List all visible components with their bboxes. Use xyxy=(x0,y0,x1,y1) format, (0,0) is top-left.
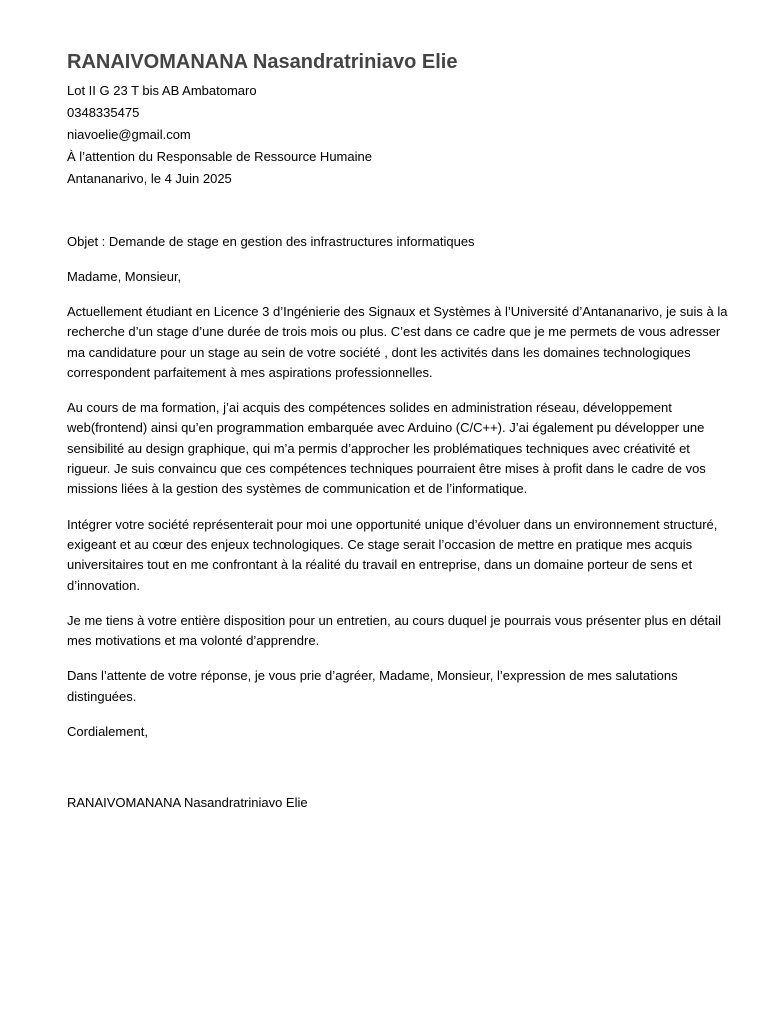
signature: RANAIVOMANANA Nasandratriniavo Elie xyxy=(67,795,308,811)
sender-email: niavoelie@gmail.com xyxy=(67,127,191,142)
closing: Cordialement, xyxy=(67,724,148,740)
body-paragraph-4: Je me tiens à votre entière disposition pour un entretien, au cours duquel je pourrais vous présenter plus en détail mes motivations et ma volonté d’apprendre. xyxy=(67,612,721,649)
recipient-line: À l’attention du Responsable de Ressource Humaine xyxy=(67,149,372,164)
sender-phone: 0348335475 xyxy=(67,105,140,120)
letter-body xyxy=(67,50,735,813)
salutation: Madame, Monsieur, xyxy=(67,269,182,284)
body-paragraph-1: Actuellement étudiant en Licence 3 d’Ingénierie des Signaux et Systèmes à l’Université d’Antananarivo, je suis à la recherche d’un stage d’une durée de trois mois ou plus. C’est dans ce cadre que je me permets de vous adresser ma candidature pour un stage au sein de votre société , dont les activités dans les domaines technologiques correspondent parfaitement à mes aspirations professionnelles. xyxy=(67,304,728,380)
body-paragraph-3: Intégrer votre société représenterait pour moi une opportunité unique d’évoluer dans un environnement structuré, exigeant et au cœur des enjeux technologiques. Ce stage serait l’occasion de mettre en pratique mes acquis universitaires tout en me confrontant à la réalité du travail en entreprise, dans un domaine porteur de sens et d’innovation. xyxy=(67,516,718,593)
sender-name: RANAIVOMANANA Nasandratriniavo Elie xyxy=(67,51,458,73)
body-paragraph-5: Dans l’attente de votre réponse, je vous prie d’agréer, Madame, Monsieur, l’expression de mes salutations distinguées. xyxy=(67,668,678,704)
body-paragraph-2: Au cours de ma formation, j’ai acquis des compétences solides en administration réseau, développement web(frontend) ainsi qu’en programmation embarquée avec Arduino (C/C++). J’ai également pu développer une sensibilité au design graphique, qui m’a permis d’approcher les problématiques techniques avec créativité et rigueur. Je suis convaincu que ces compétences techniques pourraient être mises à profit dans le cadre de vos missions liées à la gestion des systèmes de communication et de l’informatique. xyxy=(67,400,706,497)
sender-address: Lot II G 23 T bis AB Ambatomaro xyxy=(67,83,257,98)
place-date: Antananarivo, le 4 Juin 2025 xyxy=(67,171,232,186)
subject-line: Objet : Demande de stage en gestion des infrastructures informatiques xyxy=(67,234,475,249)
